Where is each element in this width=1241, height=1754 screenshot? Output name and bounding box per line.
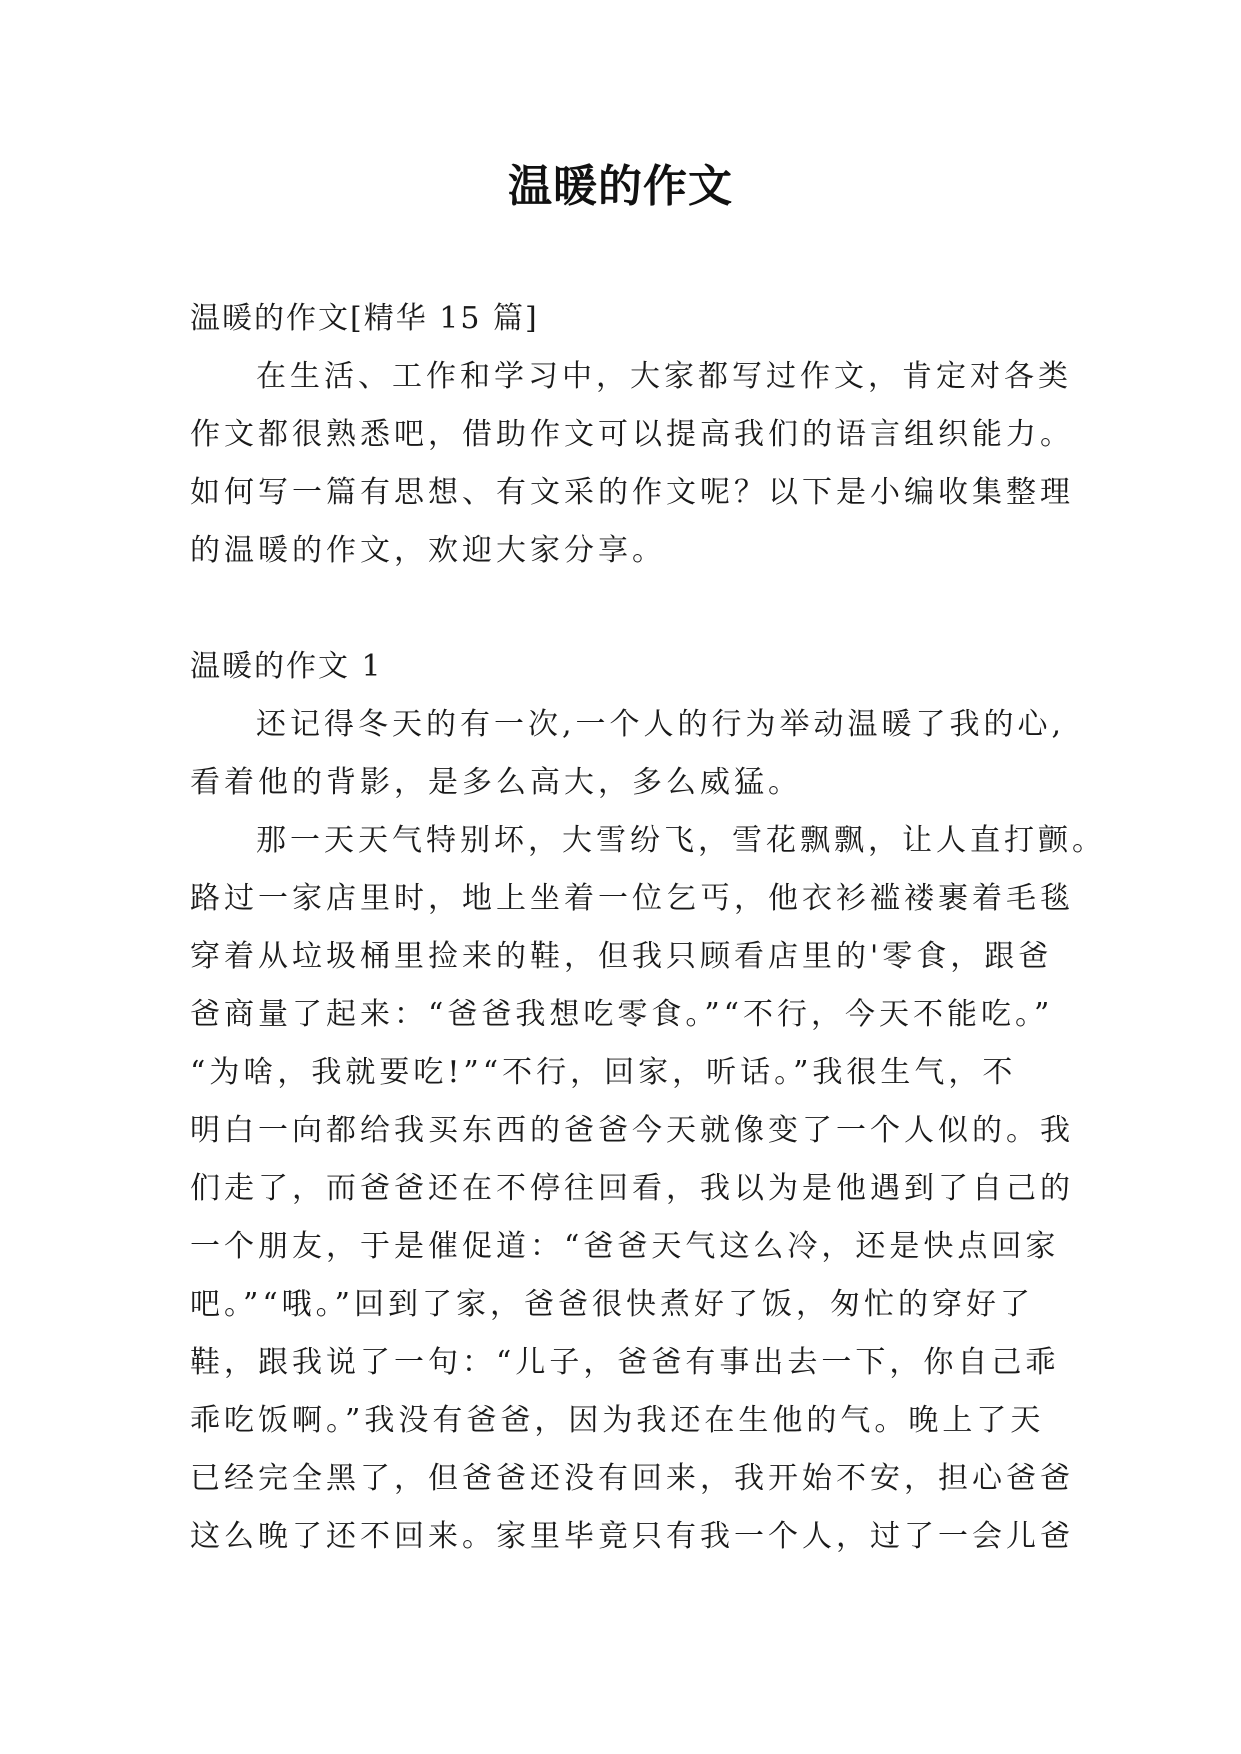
paragraph-line: 一个朋友，于是催促道：“爸爸天气这么冷，还是快点回家 [190, 1229, 1060, 1264]
paragraph-line: 鞋，跟我说了一句：“儿子，爸爸有事出去一下，你自己乖 [190, 1345, 1060, 1380]
paragraph-line: 那一天天气特别坏，大雪纷飞，雪花飘飘，让人直打颤。 [256, 823, 1106, 858]
paragraph-line: “为啥，我就要吃!”“不行，回家，听话。”我很生气，不 [190, 1055, 1017, 1090]
paragraph-line: 乖吃饭啊。”我没有爸爸，因为我还在生他的气。晚上了天 [190, 1403, 1045, 1438]
section-spacer [190, 580, 1060, 638]
section-paragraph-1 [190, 696, 1066, 812]
intro-line: 的温暖的作文，欢迎大家分享。 [190, 533, 666, 568]
paragraph-line: 看着他的背影，是多么高大，多么威猛。 [190, 765, 802, 800]
intro-line: 如何写一篇有思想、有文采的作文呢？以下是小编收集整理 [190, 475, 1074, 510]
paragraph-line: 已经完全黑了，但爸爸还没有回来，我开始不安，担心爸爸 [190, 1461, 1074, 1496]
section-heading: 温暖的作文 1 [190, 649, 383, 684]
intro-paragraph [190, 348, 1074, 580]
paragraph-line: 爸商量了起来：“爸爸我想吃零食。”“不行，今天不能吃。” [190, 997, 1054, 1032]
paragraph-line: 穿着从垃圾桶里捡来的鞋，但我只顾看店里的'零食，跟爸 [190, 939, 1053, 974]
intro-line: 在生活、工作和学习中，大家都写过作文，肯定对各类 [256, 359, 1072, 394]
collection-subtitle: 温暖的作文[精华 15 篇] [190, 301, 539, 336]
paragraph-line: 这么晚了还不回来。家里毕竟只有我一个人，过了一会儿爸 [190, 1519, 1074, 1554]
document-title: 温暖的作文 [508, 161, 733, 212]
section-paragraph-2 [190, 812, 1106, 1566]
paragraph-line: 吧。”“哦。”回到了家，爸爸很快煮好了饭，匆忙的穿好了 [190, 1287, 1035, 1322]
paragraph-line: 还记得冬天的有一次,一个人的行为举动温暖了我的心, [256, 707, 1066, 742]
paragraph-line: 明白一向都给我买东西的爸爸今天就像变了一个人似的。我 [190, 1113, 1074, 1148]
document-body [190, 290, 1106, 1566]
intro-line: 作文都很熟悉吧，借助作文可以提高我们的语言组织能力。 [190, 417, 1074, 452]
paragraph-line: 路过一家店里时，地上坐着一位乞丐，他衣衫褴褛裹着毛毯 [190, 881, 1074, 916]
paragraph-line: 们走了，而爸爸还在不停往回看，我以为是他遇到了自己的 [190, 1171, 1074, 1206]
